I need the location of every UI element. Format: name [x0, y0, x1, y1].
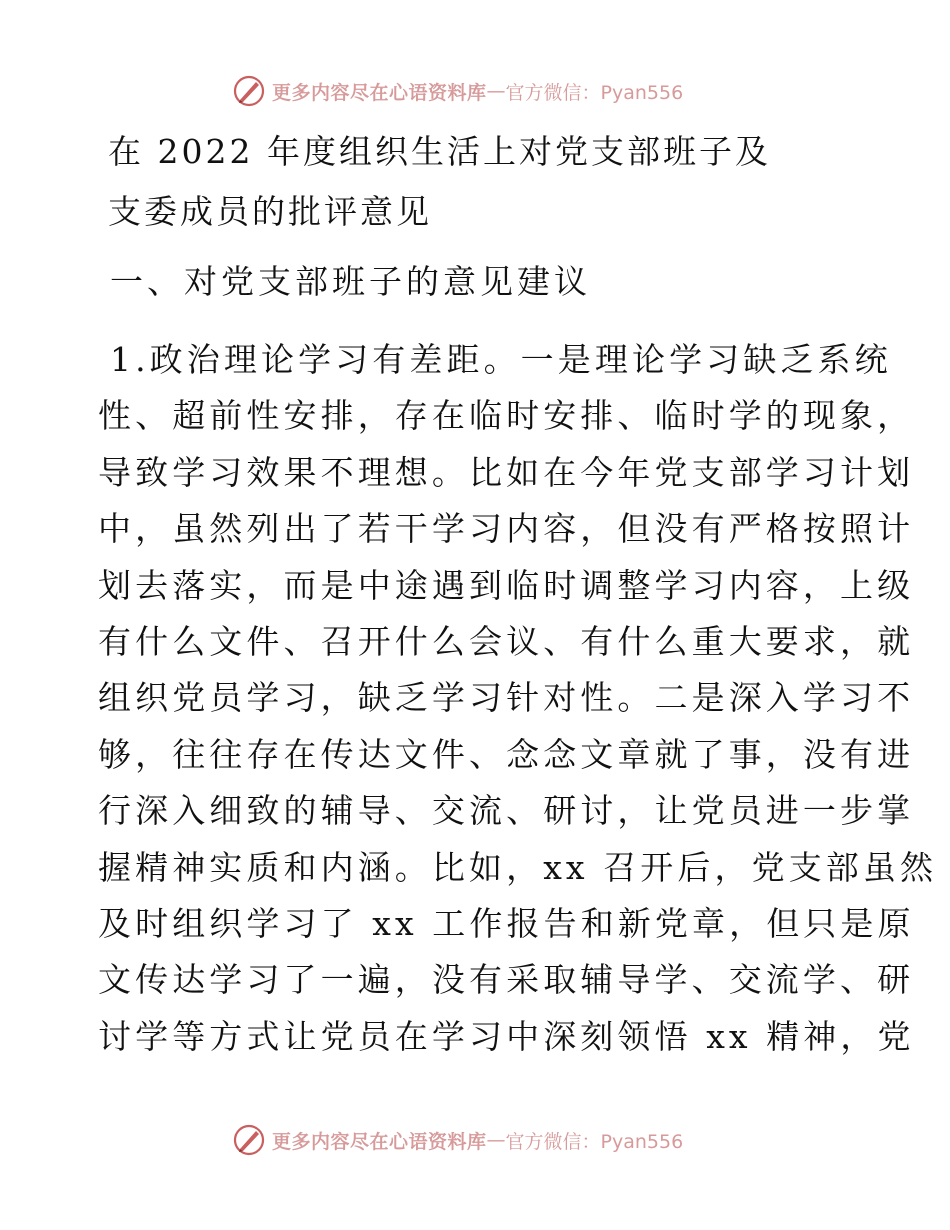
- paragraph-line: 1.政治理论学习有差距。一是理论学习缺乏系统: [110, 340, 892, 379]
- paragraph-line: 及时组织学习了 xx 工作报告和新党章，但只是原: [98, 904, 915, 944]
- document-title-line-1: 在 2022 年度组织生活上对党支部班子及: [108, 132, 771, 171]
- paragraph-line: 握精神实质和内涵。比如，xx 召开后，党支部虽然: [98, 847, 938, 887]
- paragraph-line: 够，往往存在传达文件、念念文章就了事，没有进: [98, 734, 915, 774]
- paragraph-line: 行深入细致的辅导、交流、研讨，让党员进一步掌: [98, 791, 915, 831]
- paragraph-line: 划去落实，而是中途遇到临时调整学习内容，上级: [98, 565, 915, 605]
- watermark-separator: —: [486, 80, 506, 102]
- watermark-text: 更多内容尽在心语资料库: [272, 81, 487, 104]
- pen-logo-icon: [232, 1123, 266, 1157]
- paragraph-line: 文传达学习了一遍，没有采取辅导学、交流学、研: [98, 960, 915, 1000]
- paragraph-line: 讨学等方式让党员在学习中深刻领悟 xx 精神，党: [98, 1016, 915, 1056]
- watermark-contact: 官方微信：Pyan556: [505, 81, 684, 104]
- paragraph-line: 导致学习效果不理想。比如在今年党支部学习计划: [98, 452, 915, 492]
- document-title-line-2: 支委成员的批评意见: [108, 192, 432, 231]
- watermark-text: 更多内容尽在心语资料库: [272, 1130, 487, 1153]
- paragraph-line: 组织党员学习，缺乏学习针对性。二是深入学习不: [98, 678, 915, 718]
- watermark-footer: [232, 1120, 683, 1160]
- watermark-contact: 官方微信：Pyan556: [505, 1130, 684, 1153]
- watermark-header: [232, 71, 683, 111]
- paragraph-line: 性、超前性安排，存在临时安排、临时学的现象，: [98, 396, 915, 436]
- pen-logo-icon: [232, 74, 266, 108]
- section-heading: 一、对党支部班子的意见建议: [110, 262, 591, 301]
- paragraph-line: 中，虽然列出了若干学习内容，但没有严格按照计: [98, 509, 915, 549]
- watermark-separator: —: [486, 1129, 506, 1151]
- document-body: [96, 122, 938, 1065]
- paragraph-political-theory: [96, 332, 938, 1065]
- paragraph-line: 有什么文件、召开什么会议、有什么重大要求，就: [98, 622, 915, 662]
